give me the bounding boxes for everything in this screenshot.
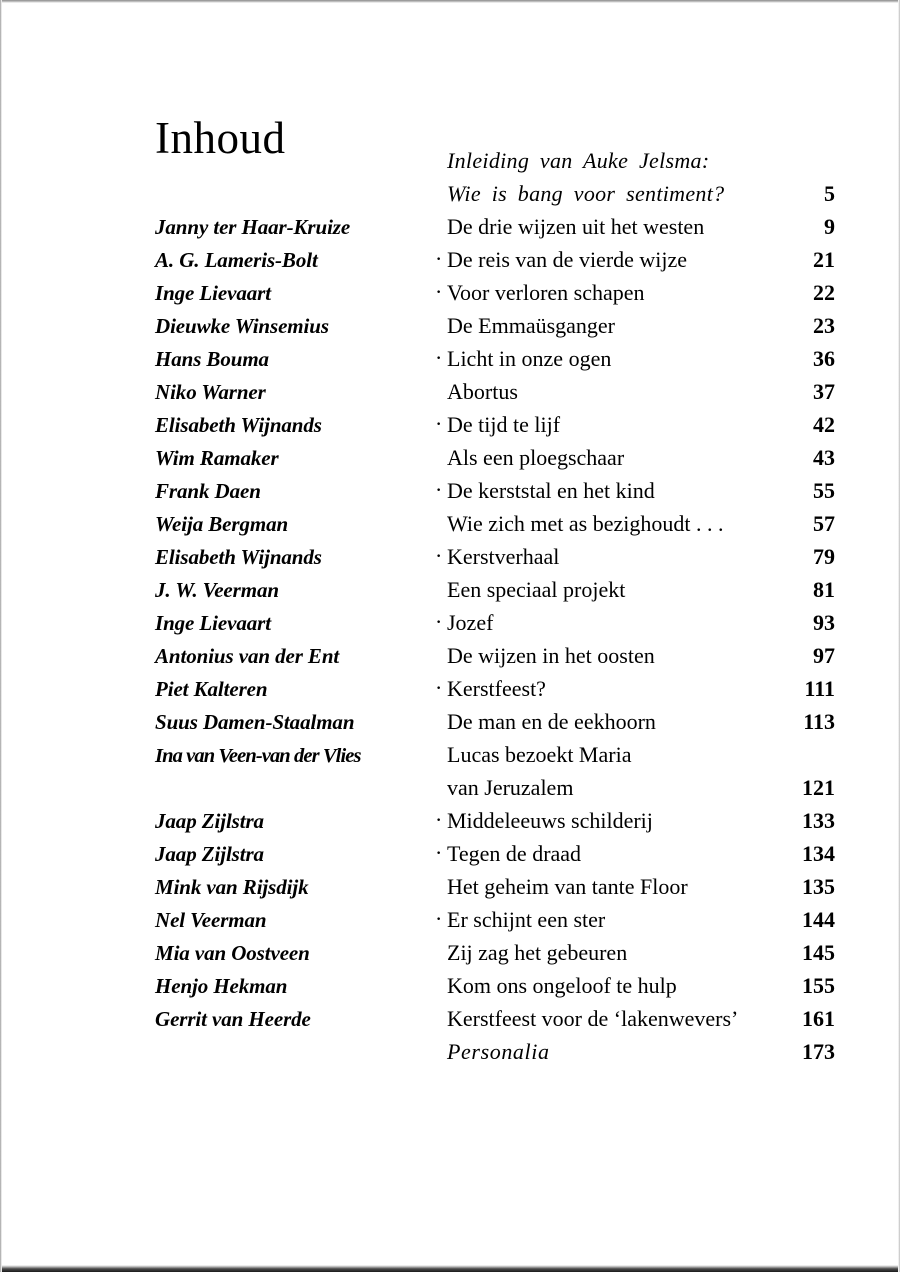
scan-edge-left xyxy=(0,0,2,1272)
toc-entry-page-number: 133 xyxy=(802,808,835,833)
toc-entry-page-number: 37 xyxy=(813,379,835,404)
toc-entry-author: Hans Bouma xyxy=(155,347,269,371)
toc-entry[interactable] xyxy=(155,280,835,313)
toc-entry-page-number: 161 xyxy=(802,1006,835,1031)
toc-entry[interactable] xyxy=(155,346,835,379)
toc-entry[interactable] xyxy=(155,775,835,808)
toc-entry-title[interactable] xyxy=(435,1006,773,1032)
toc-entry[interactable] xyxy=(155,973,835,1006)
toc-entry-author: Inge Lievaart xyxy=(155,611,271,635)
toc-entry-author: J. W. Veerman xyxy=(155,578,279,602)
toc-entry-page-number: 43 xyxy=(813,445,835,470)
toc-entry-title[interactable] xyxy=(435,148,773,174)
toc-entry[interactable] xyxy=(155,610,835,643)
toc-entry-title-text: Kerstverhaal xyxy=(447,544,560,569)
toc-entry-title-text: De Emmaüsganger xyxy=(447,313,615,338)
poem-bullet-icon: · xyxy=(435,344,443,370)
scan-edge-top xyxy=(0,0,900,3)
toc-entry-author: Elisabeth Wijnands xyxy=(155,545,322,569)
toc-entry-page-number: 155 xyxy=(802,973,835,998)
toc-entry-title[interactable] xyxy=(435,742,773,768)
toc-entry-title[interactable] xyxy=(435,709,773,735)
toc-entry[interactable] xyxy=(155,742,835,775)
toc-entry-page-number: 81 xyxy=(813,577,835,602)
toc-entry-author: Nel Veerman xyxy=(155,908,267,932)
poem-bullet-icon: · xyxy=(435,410,443,436)
toc-entry-title-text: Tegen de draad xyxy=(447,841,582,866)
toc-entry-author: Dieuwke Winsemius xyxy=(155,314,329,338)
toc-entry-author: Henjo Hekman xyxy=(155,974,288,998)
toc-entry-title[interactable] xyxy=(435,643,773,669)
toc-entry[interactable] xyxy=(155,445,835,478)
toc-entry[interactable] xyxy=(155,511,835,544)
poem-bullet-icon: · xyxy=(435,674,443,700)
toc-entry[interactable] xyxy=(155,214,835,247)
toc-entry-title[interactable] xyxy=(435,478,773,504)
toc-entry-page-number: 55 xyxy=(813,478,835,503)
toc-entry-title-text: Middeleeuws schilderij xyxy=(447,808,653,833)
toc-entry-title[interactable] xyxy=(435,940,773,966)
toc-entry-author: Wim Ramaker xyxy=(155,446,279,470)
toc-entry-title-text: Abortus xyxy=(447,379,518,404)
toc-entry-page-number: 79 xyxy=(813,544,835,569)
toc-entry-title-text: Personalia xyxy=(447,1039,550,1064)
toc-entry[interactable] xyxy=(155,379,835,412)
toc-entry-title[interactable] xyxy=(435,874,773,900)
toc-entry-title[interactable] xyxy=(435,1039,773,1065)
toc-entry[interactable] xyxy=(155,676,835,709)
toc-entry-author: Weija Bergman xyxy=(155,512,289,536)
poem-bullet-icon: · xyxy=(435,476,443,502)
toc-entry-title[interactable] xyxy=(435,676,773,702)
toc-entry-page-number: 144 xyxy=(802,907,835,932)
toc-entry-title-text: De drie wijzen uit het westen xyxy=(447,214,705,239)
table-of-contents xyxy=(155,148,835,1072)
toc-entry[interactable] xyxy=(155,544,835,577)
toc-entry-page-number: 135 xyxy=(802,874,835,899)
poem-bullet-icon: · xyxy=(435,806,443,832)
toc-entry[interactable] xyxy=(155,181,835,214)
toc-entry-author: Piet Kalteren xyxy=(155,677,268,701)
toc-entry[interactable] xyxy=(155,808,835,841)
toc-entry-title-text: Voor verloren schapen xyxy=(447,280,645,305)
toc-entry-title[interactable] xyxy=(435,280,773,306)
toc-entry[interactable] xyxy=(155,874,835,907)
toc-entry-title-text: De tijd te lijf xyxy=(447,412,561,437)
toc-entry-title-text: Wie zich met as bezighoudt . . . xyxy=(447,511,724,536)
poem-bullet-icon: · xyxy=(435,608,443,634)
toc-entry-page-number: 36 xyxy=(813,346,835,371)
toc-entry-title-text: Het geheim van tante Floor xyxy=(447,874,688,899)
toc-entry[interactable] xyxy=(155,412,835,445)
toc-entry-title[interactable] xyxy=(435,841,773,867)
toc-entry[interactable] xyxy=(155,1039,835,1072)
toc-entry[interactable] xyxy=(155,709,835,742)
toc-entry-title[interactable] xyxy=(435,346,773,372)
toc-entry-author: Jaap Zijlstra xyxy=(155,842,264,866)
poem-bullet-icon: · xyxy=(435,245,443,271)
toc-entry-author: Gerrit van Heerde xyxy=(155,1007,311,1031)
toc-entry-page-number: 21 xyxy=(813,247,835,272)
poem-bullet-icon: · xyxy=(435,542,443,568)
toc-entry-page-number: 134 xyxy=(802,841,835,866)
toc-entry-page-number: 111 xyxy=(804,676,835,701)
poem-bullet-icon: · xyxy=(435,278,443,304)
toc-entry-title[interactable] xyxy=(435,379,773,405)
toc-entry-title[interactable] xyxy=(435,511,773,537)
toc-entry-author: Jaap Zijlstra xyxy=(155,809,264,833)
toc-entry-title-text: De reis van de vierde wijze xyxy=(447,247,688,272)
toc-entry-title[interactable] xyxy=(435,808,773,834)
toc-entry-title-text: Een speciaal projekt xyxy=(447,577,626,602)
toc-entry[interactable] xyxy=(155,313,835,346)
toc-entry-title-text: Wie is bang voor sentiment? xyxy=(447,181,725,206)
toc-entry-title[interactable] xyxy=(435,412,773,438)
toc-entry-title-text: Kerstfeest voor de ‘lakenwevers’ xyxy=(447,1006,739,1031)
toc-entry[interactable] xyxy=(155,148,835,181)
toc-entry-page-number: 97 xyxy=(813,643,835,668)
toc-entry-title[interactable] xyxy=(435,775,773,801)
toc-entry-author: Inge Lievaart xyxy=(155,281,271,305)
toc-entry-title[interactable] xyxy=(435,181,773,207)
toc-entry-title[interactable] xyxy=(435,610,773,636)
toc-entry-author: Ina van Veen-van der Vlies xyxy=(155,745,361,767)
toc-entry-page-number: 22 xyxy=(813,280,835,305)
toc-entry-title-text: Zij zag het gebeuren xyxy=(447,940,628,965)
toc-entry[interactable] xyxy=(155,478,835,511)
toc-entry-author: Mink van Rijsdijk xyxy=(155,875,309,899)
poem-bullet-icon: · xyxy=(435,839,443,865)
toc-entry-title-text: De wijzen in het oosten xyxy=(447,643,655,668)
toc-entry-page-number: 42 xyxy=(813,412,835,437)
toc-entry-title[interactable] xyxy=(435,247,773,273)
toc-entry[interactable] xyxy=(155,841,835,874)
toc-entry-title-text: Jozef xyxy=(447,610,494,635)
toc-entry-author: Elisabeth Wijnands xyxy=(155,413,322,437)
toc-entry[interactable] xyxy=(155,643,835,676)
toc-entry-author: Niko Warner xyxy=(155,380,266,404)
toc-entry-page-number: 5 xyxy=(824,181,835,206)
toc-entry-title-text: De man en de eekhoorn xyxy=(447,709,656,734)
toc-entry-author: Mia van Oostveen xyxy=(155,941,310,965)
toc-entry-title-text: Kom ons ongeloof te hulp xyxy=(447,973,677,998)
poem-bullet-icon: · xyxy=(435,905,443,931)
toc-entry-title[interactable] xyxy=(435,973,773,999)
toc-entry-page-number: 57 xyxy=(813,511,835,536)
toc-entry-page-number: 23 xyxy=(813,313,835,338)
toc-entry-author: Antonius van der Ent xyxy=(155,644,340,668)
toc-entry-author: A. G. Lameris-Bolt xyxy=(155,248,318,272)
toc-entry-page-number: 93 xyxy=(813,610,835,635)
toc-entry-title[interactable] xyxy=(435,544,773,570)
toc-entry-title[interactable] xyxy=(435,577,773,603)
toc-entry-page-number: 145 xyxy=(802,940,835,965)
toc-entry[interactable] xyxy=(155,247,835,280)
toc-entry-title-text: De kerststal en het kind xyxy=(447,478,655,503)
toc-entry-title[interactable] xyxy=(435,214,773,240)
toc-entry-title-text: Er schijnt een ster xyxy=(447,907,606,932)
toc-entry[interactable] xyxy=(155,907,835,940)
toc-entry[interactable] xyxy=(155,940,835,973)
toc-entry-title-text: Lucas bezoekt Maria xyxy=(447,742,632,767)
toc-entry-title-text: Inleiding van Auke Jelsma: xyxy=(447,148,710,173)
toc-entry[interactable] xyxy=(155,1006,835,1039)
toc-entry-author: Frank Daen xyxy=(155,479,261,503)
toc-entry-title[interactable] xyxy=(435,445,773,471)
toc-entry-author: Janny ter Haar-Kruize xyxy=(155,215,351,239)
toc-entry-title-text: Kerstfeest? xyxy=(447,676,546,701)
page-title: Inhoud xyxy=(155,113,286,164)
toc-entry-page-number: 121 xyxy=(802,775,835,800)
toc-entry-title[interactable] xyxy=(435,313,773,339)
toc-entry-title-text: Licht in onze ogen xyxy=(447,346,612,371)
toc-entry-title-text: van Jeruzalem xyxy=(447,775,574,800)
toc-entry-page-number: 173 xyxy=(802,1039,835,1064)
toc-entry[interactable] xyxy=(155,577,835,610)
toc-entry-title-text: Als een ploegschaar xyxy=(447,445,625,470)
toc-entry-page-number: 9 xyxy=(824,214,835,239)
toc-entry-title[interactable] xyxy=(435,907,773,933)
toc-entry-author: Suus Damen-Staalman xyxy=(155,710,355,734)
toc-entry-page-number: 113 xyxy=(803,709,835,734)
scan-edge-bottom xyxy=(0,1265,900,1272)
